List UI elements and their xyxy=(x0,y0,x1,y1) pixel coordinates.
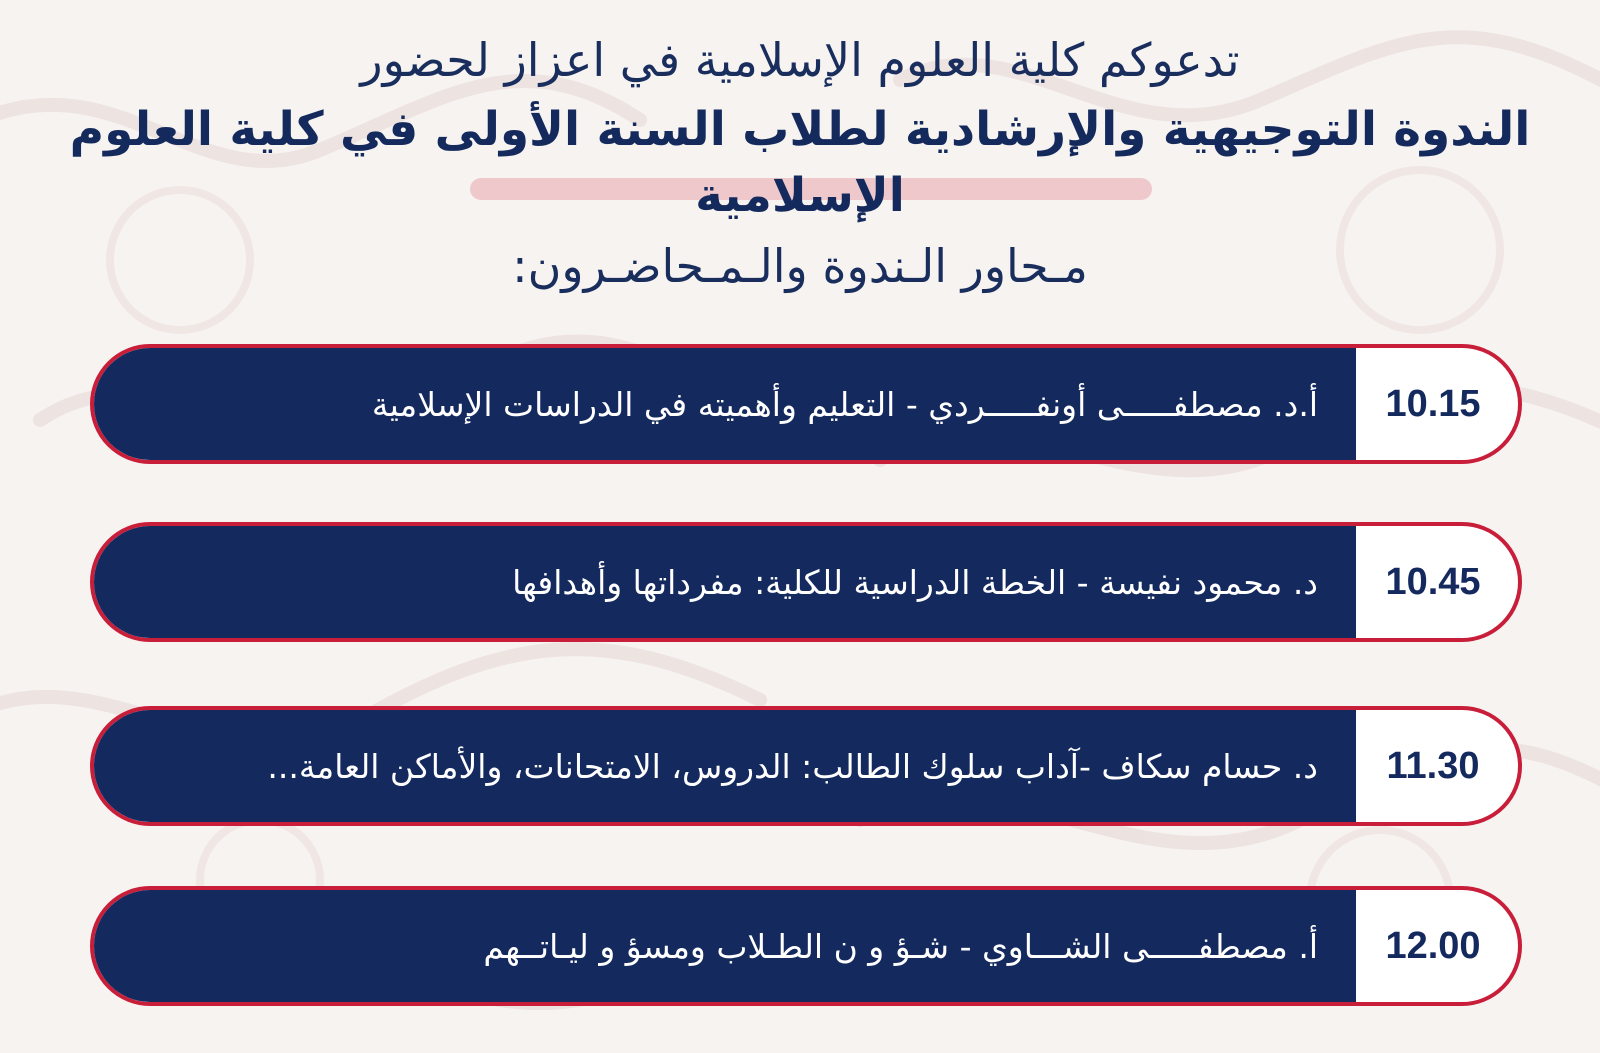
event-title-continued: الإسلامية xyxy=(695,168,905,223)
session-time: 11.30 xyxy=(1386,744,1480,787)
session-topic: أ.د. مصطفـــــى أونفـــــردي - التعليم وأهميته في الدراسات الإسلامية xyxy=(94,348,1356,460)
invitation-header xyxy=(0,28,1600,298)
session-row xyxy=(90,706,1522,826)
session-time: 10.45 xyxy=(1385,560,1481,603)
event-title: الندوة التوجيهية والإرشادية لطلاب السنة الأولى في كلية العلوم xyxy=(69,102,1531,157)
session-row xyxy=(90,522,1522,642)
session-row xyxy=(90,344,1522,464)
session-time: 10.15 xyxy=(1385,382,1481,425)
session-time: 12.00 xyxy=(1385,924,1481,967)
session-topic: د. حسام سكاف -آداب سلوك الطالب: الدروس، الامتحانات، والأماكن العامة... xyxy=(94,710,1356,822)
session-topic: د. محمود نفيسة - الخطة الدراسية للكلية: مفرداتها وأهدافها xyxy=(94,526,1356,638)
session-row xyxy=(90,886,1522,1006)
session-topic: أ. مصطفـــــى الشـــاوي - شـؤ و ن الطـلاب ومسؤ و ليـاتــهم xyxy=(94,890,1356,1002)
agenda-heading: مـحاور الـندوة والـمـحاضـرون: xyxy=(512,239,1088,293)
invitation-line: تدعوكم كلية العلوم الإسلامية في اعزاز لحضور xyxy=(360,33,1240,87)
